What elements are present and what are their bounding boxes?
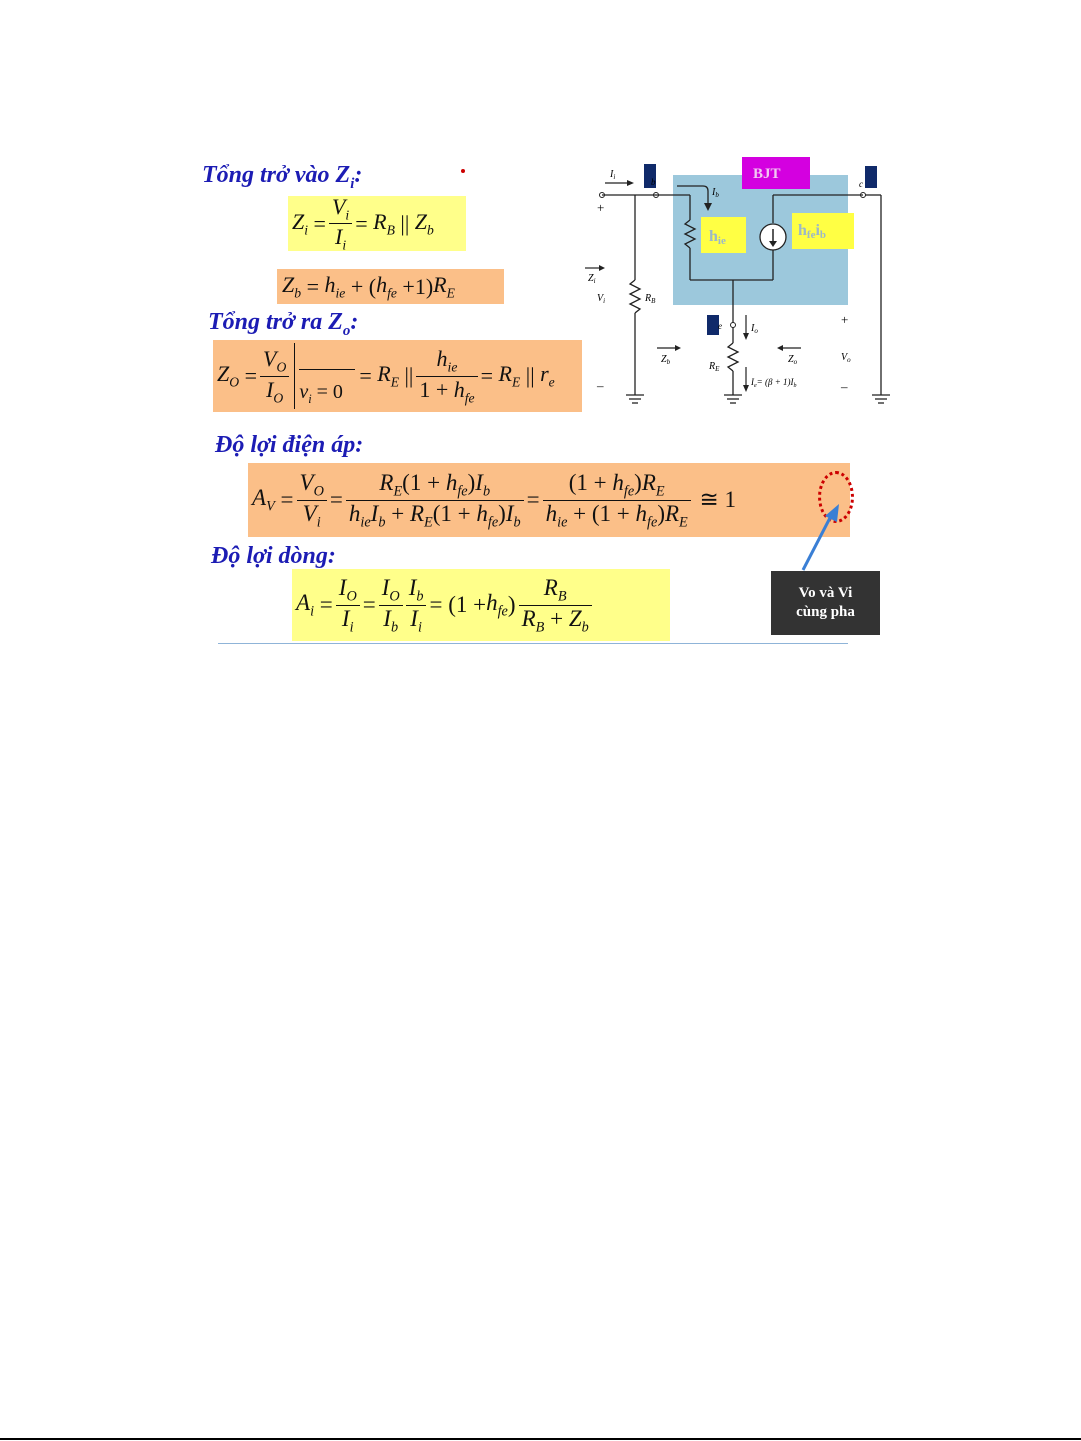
zb-label: $Z_b$ xyxy=(661,354,671,366)
in-phase-callout xyxy=(771,571,880,635)
node-c-marker xyxy=(865,166,877,188)
page-bottom-border xyxy=(0,1438,1081,1440)
io-label: $I_o$ xyxy=(751,323,758,335)
ib-label: $I_b$ xyxy=(712,187,719,199)
small-signal-circuit xyxy=(585,155,900,410)
av-equation: $A_V$ = $\frac{V_O}{V_i}$ = $\frac{R_E(1 + h_{fe})I_b}{h_{ie}I_b + R_E(1 + h_{fe})I_b}$ = $\frac{(1 + h_{fe})R_E}{h_{ie} + (1 + h_{fe})R_E}$ ≅ 1 xyxy=(248,463,850,537)
ii-label: $I_i$ xyxy=(610,169,616,181)
callout-arrow xyxy=(795,500,845,575)
zo-heading: Tổng trở ra $Z_o$: xyxy=(208,309,359,339)
zi-heading: Tổng trở vào $Z_i$: xyxy=(202,162,363,192)
ai-equation: $A_i$ = $\frac{I_O}{I_i}$ = $\frac{I_O}{I_b}$ $\frac{I_b}{I_i}$ = (1 + $h_{fe}$ ) $\frac{R_B}{R_B + Z_b}$ xyxy=(292,569,670,641)
hfe-ib-label: hfeib xyxy=(798,222,827,241)
zb-equation: $Z_b$ = $h_{ie}$ + ( $h_{fe}$ +1) $R_E$ xyxy=(277,269,504,304)
callout-line1: Vo và Vi xyxy=(798,584,853,601)
node-e-label: e xyxy=(718,321,722,331)
re-label: $R_E$ xyxy=(709,361,720,373)
vo-label: $V_o$ xyxy=(841,352,851,364)
hie-label: hie xyxy=(709,228,726,247)
zo-label: $Z_o$ xyxy=(788,354,798,366)
circuit-svg xyxy=(585,155,900,410)
input-minus: – xyxy=(597,378,604,393)
callout-line2: cùng pha xyxy=(796,604,855,620)
rb-label: $R_B$ xyxy=(645,293,656,305)
ai-heading: Độ lợi dòng: xyxy=(211,543,336,569)
input-plus: + xyxy=(597,200,605,215)
ie-equation-label: $I_e= (\beta + 1)I_b$ xyxy=(751,377,797,389)
node-c-label: c xyxy=(859,179,863,189)
zo-equation: $Z_O$ = $\frac{V_O}{I_O}$ $v_i = 0$ = $R_E$ || $\frac{h_{ie}}{1 + h_{fe}}$ = $R_E$ || $r_e$ xyxy=(213,340,582,412)
zi-equation: $Z_i$ = $\frac{V_i}{I_i}$ = $R_B$ || $Z_b$ xyxy=(288,196,466,251)
output-minus: – xyxy=(841,379,848,394)
node-b-label: b xyxy=(651,177,656,187)
zi-label: $Z_i$ xyxy=(588,273,596,285)
separator-line xyxy=(218,643,848,644)
red-dot xyxy=(461,169,465,173)
av-heading: Độ lợi điện áp: xyxy=(215,432,364,458)
bjt-label: BJT xyxy=(753,166,781,182)
output-plus: + xyxy=(841,312,849,327)
vi-label: $V_i$ xyxy=(597,293,606,305)
